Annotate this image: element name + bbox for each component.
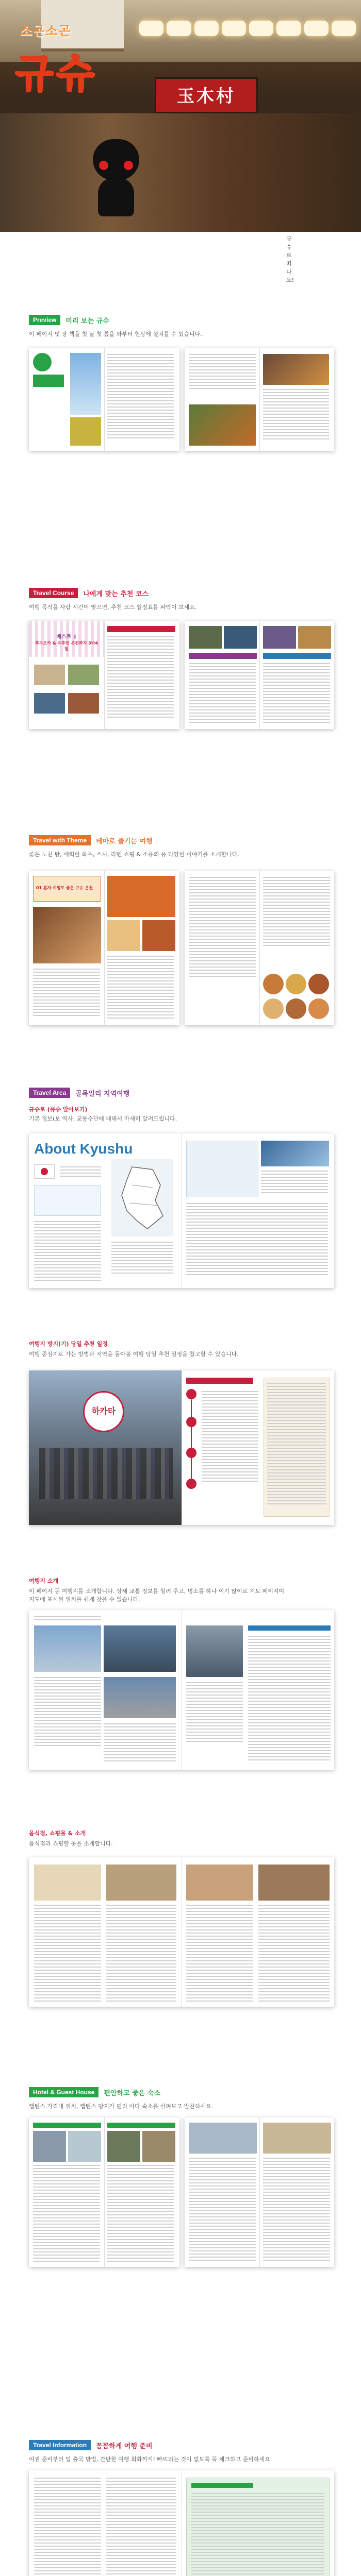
shopping-spread [29, 1857, 334, 2007]
theme-title: 테마로 즐기는 여행 [96, 837, 153, 845]
info-spread [29, 2470, 334, 2576]
theme-label [29, 835, 153, 846]
about-spread [29, 1133, 334, 1288]
course-tag: Travel Course [29, 588, 78, 598]
hotel-spread-2 [185, 2117, 334, 2267]
hotel-title: 편안하고 좋은 숙소 [104, 2089, 160, 2097]
theme-desc: 좋은 노천 탕, 매력한 화우, 스시, 라멘 쇼핑 & 소유의 유 다양한 이야기를 소개합니다. [29, 851, 240, 858]
info-desc: 여권 준비부터 입 출국 방법, 간단한 여행 회화까지! 빠뜨리는 것이 없도록 꼭 체크하고 준비하세요 [29, 2456, 270, 2463]
intro-title: 여행지 소개 [29, 1578, 58, 1584]
badge-line-2: 떠나요! [286, 260, 294, 283]
preview-tag: Preview [29, 315, 60, 325]
shopping-desc: 음식점과 쇼핑할 곳을 소개합니다. [29, 1840, 113, 1847]
course-spread-2 [185, 621, 334, 729]
intro-desc-1: 이 페이지 등 여행지를 소개합니다. 상세 교통 정보를 일러 주고, 명소를 하나 이기 많이로 지도 페이지미 [29, 1588, 285, 1595]
area-tag: Travel Area [29, 1088, 70, 1098]
about-title: About Kyushu [34, 1141, 133, 1157]
course-label [29, 587, 149, 599]
theme-box-title: 01 혼자 여행도 좋은 규슈 온천 [36, 886, 93, 890]
area-desc-2: 기본 정보(보 역사, 교통수단에 대해서 자세히 알려드립니다. [29, 1115, 177, 1122]
info-tag: Travel Information [29, 2440, 91, 2450]
course-highlight-body: 후쿠오카 & 유후인 온천까지 3박4일 [35, 641, 98, 651]
area2-spread [29, 1370, 334, 1525]
area-label [29, 1087, 129, 1098]
course-desc: 여행 목적을 사람 시간이 맞으면, 추천 코스 일정표를 파악이 보세요. [29, 604, 197, 611]
preview-title: 미리 보는 규슈 [65, 317, 109, 325]
kumamon-mascot [88, 139, 144, 216]
area2-desc: 여행 중심지로 가는 방법과 지역을 돌아볼 여행 당일 추천 일정을 참고할 수 있습니다. [29, 1351, 239, 1358]
course-spread-1 [29, 621, 179, 729]
hero-banner [0, 0, 361, 232]
shop-street [0, 113, 361, 232]
theme-tag: Travel with Theme [29, 835, 91, 845]
area2-title: 여행지 방지(기) 당일 추천 일정 [29, 1341, 108, 1347]
kyushu-map-icon [117, 1164, 168, 1231]
info-label [29, 2439, 153, 2451]
shop-sign: 玉木村 [155, 77, 258, 113]
lantern-row [139, 21, 356, 36]
preview-desc: 이 페이지 몇 장 책을 첫 날 첫 틈을 와부터 현상에 설치를 수 있습니다. [29, 331, 202, 337]
theme-spread-2 [185, 871, 334, 1025]
preview-spread-1 [29, 348, 179, 451]
hero-badge [286, 234, 294, 284]
area-title: 골목일리 지역여행 [75, 1090, 130, 1098]
hotel-label [29, 2087, 160, 2098]
badge-line-1: 규슈로 [286, 235, 292, 259]
hotel-desc: 캡틴스 가격대 위치, 캡틴스 방지가 편리 마다 숙소를 살펴보고 알찬하세요. [29, 2103, 214, 2110]
course-title: 나에게 맞는 추천 코스 [83, 590, 149, 598]
theme-spread-1 [29, 871, 179, 1025]
course-highlight-title: 베스트 1 [56, 634, 77, 640]
hakata-badge: 하카타 [91, 1406, 116, 1416]
hotel-spread-1 [29, 2117, 179, 2267]
hero-subtitle: 소곤소곤 [20, 24, 72, 38]
hero-title: 규슈 [15, 50, 97, 96]
info-title: 꼼꼼하게 여행 준비 [96, 2442, 153, 2450]
shopping-title: 음식점, 쇼핑몰 & 소개 [29, 1830, 86, 1837]
preview-spread-2 [185, 348, 334, 451]
intro-spread [29, 1610, 334, 1770]
preview-label [29, 314, 109, 326]
area-desc-1: 규슈로 (큐슈 알아보기) [29, 1106, 88, 1113]
hotel-tag: Hotel & Guest House [29, 2087, 99, 2097]
intro-desc-2: 지도에 표시된 위치를 쉽게 찾을 수 있습니다. [29, 1596, 140, 1603]
